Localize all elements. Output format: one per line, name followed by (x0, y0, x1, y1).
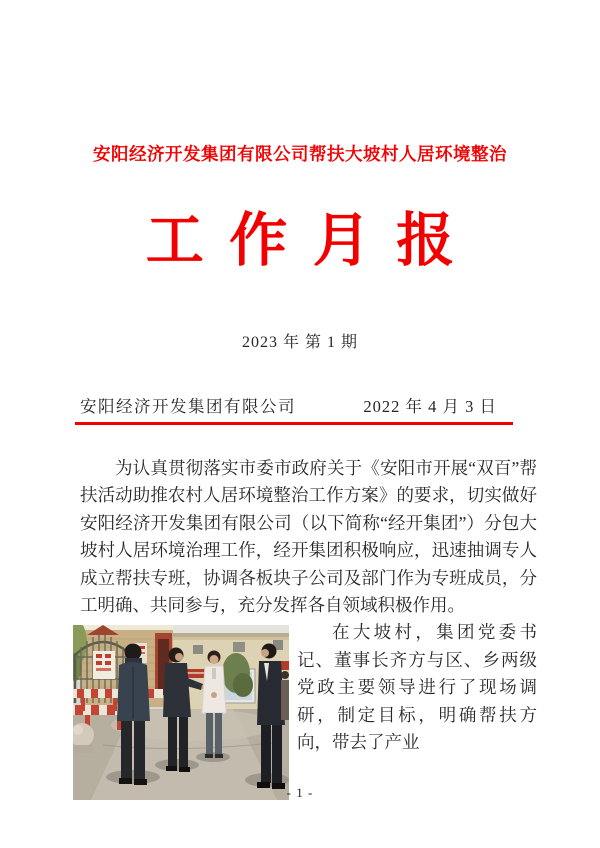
document-body (80, 455, 537, 802)
site-visit-photo-illustration (73, 625, 289, 800)
doc-subtitle: 安阳经济开发集团有限公司帮扶大坡村人居环境整治 (93, 144, 507, 164)
organization-name: 安阳经济开发集团有限公司 (80, 397, 296, 416)
paragraph-2: 在大坡村，集团党委书记、董事长齐方与区、乡两级党政主要领导进行了现场调研，制定目标，明确帮扶方向，带去了产业 (297, 622, 537, 753)
doc-masthead: 工 作 月 报 (145, 208, 455, 273)
doc-date: 2022 年 4 月 3 日 (363, 397, 497, 416)
info-row (80, 393, 537, 415)
site-visit-photo (73, 625, 289, 800)
issue-line: 2023 年 第 1 期 (241, 334, 358, 351)
paragraph-1: 为认真贯彻落实市委市政府关于《安阳市开展“双百”帮扶活动助推农村人居环境整治工作方案》的要求，切实做好安阳经济开发集团有限公司（以下简称“经开集团”）分包大坡村人居环境治理工作，经开集团积极响应，迅速抽调专人成立帮扶专班，协调各板块子公司及部门作为专班成员，分工明确、共同参与，充分发挥各自领域积极作用。 (80, 458, 537, 616)
page-number: - 1 - (286, 785, 314, 800)
red-divider-rule (75, 422, 513, 425)
